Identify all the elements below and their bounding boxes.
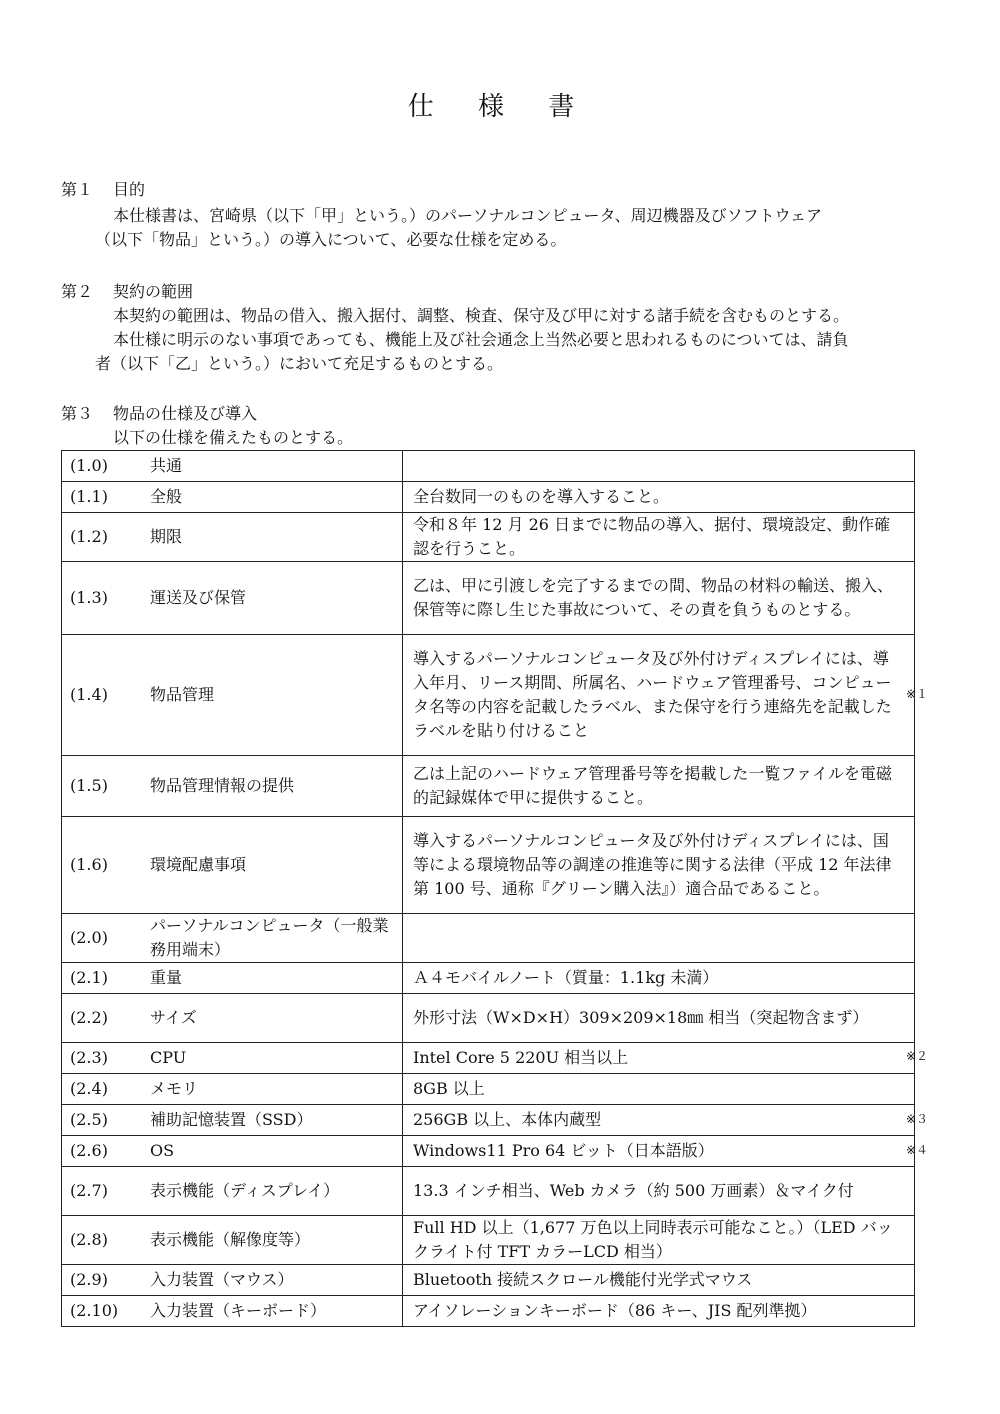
spec-item-number: (2.8) — [70, 1230, 108, 1249]
spec-item-cell — [62, 451, 403, 482]
spec-item-value: 令和８年 12 月 26 日までに物品の導入、据付、環境設定、動作確認を行うこと。 — [403, 513, 915, 562]
table-row — [62, 482, 915, 513]
spec-item-label: 環境配慮事項 — [150, 855, 247, 874]
spec-item-label: OS — [150, 1141, 175, 1160]
spec-item-number: (2.0) — [70, 928, 108, 947]
spec-item-value: 256GB 以上、本体内蔵型 — [403, 1105, 915, 1136]
spec-item-label: サイズ — [150, 1008, 197, 1027]
spec-item-label: 物品管理情報の提供 — [150, 776, 295, 795]
section-1-line-2: （以下「物品」という。）の導入について、必要な仕様を定める。 — [95, 230, 567, 249]
section-1-heading — [61, 179, 145, 201]
spec-item-number: (1.0) — [70, 456, 108, 475]
spec-item-label: 共通 — [150, 456, 183, 475]
table-row — [62, 513, 915, 562]
spec-item-cell — [62, 1296, 403, 1327]
spec-item-value — [403, 914, 915, 963]
spec-item-value: 全台数同一のものを導入すること。 — [403, 482, 915, 513]
spec-item-value: 乙は上記のハードウェア管理番号等を掲載した一覧ファイルを電磁的記録媒体で甲に提供すること。 — [403, 756, 915, 817]
section-3-line-1: 以下の仕様を備えたものとする。 — [113, 428, 354, 447]
spec-item-cell — [62, 1074, 403, 1105]
table-row — [62, 1074, 915, 1105]
spec-item-value — [403, 451, 915, 482]
spec-item-label: 重量 — [150, 968, 183, 987]
table-row — [62, 1265, 915, 1296]
section-2-title: 契約の範囲 — [113, 282, 194, 301]
spec-item-cell — [62, 1265, 403, 1296]
spec-item-label: 表示機能（解像度等） — [150, 1230, 311, 1249]
spec-item-cell — [62, 963, 403, 994]
section-3-number: 第３ — [61, 404, 94, 423]
table-row — [62, 451, 915, 482]
spec-item-value: 乙は、甲に引渡しを完了するまでの間、物品の材料の輸送、搬入、保管等に際し生じた事故について、その責を負うものとする。 — [403, 562, 915, 635]
section-2-line-1: 本契約の範囲は、物品の借入、搬入据付、調整、検査、保守及び甲に対する諸手続を含むものとする。 — [113, 306, 850, 325]
section-2-line-2: 本仕様に明示のない事項であっても、機能上及び社会通念上当然必要と思われるものについては、請負 — [113, 330, 849, 349]
spec-item-value: アイソレーションキーボード（86 キー、JIS 配列準拠） — [403, 1296, 915, 1327]
spec-item-number: (1.3) — [70, 588, 108, 607]
spec-item-number: (2.3) — [70, 1048, 108, 1067]
spec-item-number: (2.4) — [70, 1079, 108, 1098]
spec-item-cell — [62, 635, 403, 756]
table-row — [62, 1216, 915, 1265]
spec-item-cell — [62, 482, 403, 513]
spec-item-cell — [62, 994, 403, 1043]
spec-item-number: (2.5) — [70, 1110, 108, 1129]
section-1-line-1: 本仕様書は、宮崎県（以下「甲」という。）のパーソナルコンピュータ、周辺機器及びソフトウェア — [113, 206, 822, 225]
spec-item-number: (2.10) — [70, 1301, 119, 1320]
table-row — [62, 1136, 915, 1167]
spec-item-cell — [62, 513, 403, 562]
spec-item-number: (2.7) — [70, 1181, 108, 1200]
spec-item-value: Ａ４モバイルノート（質量：1.1kg 未満） — [403, 963, 915, 994]
spec-item-value: 13.3 インチ相当、Web カメラ（約 500 万画素）＆マイク付 — [403, 1167, 915, 1216]
spec-item-cell — [62, 1136, 403, 1167]
section-3-heading — [61, 403, 257, 425]
spec-item-label: 入力装置（キーボード） — [150, 1301, 327, 1320]
spec-item-value: Intel Core 5 220U 相当以上 — [403, 1043, 915, 1074]
spec-item-value: Windows11 Pro 64 ビット（日本語版） — [403, 1136, 915, 1167]
spec-item-cell — [62, 817, 403, 914]
table-row — [62, 994, 915, 1043]
table-row — [62, 817, 915, 914]
spec-item-label: 期限 — [150, 527, 183, 546]
spec-item-cell — [62, 756, 403, 817]
table-row — [62, 1105, 915, 1136]
spec-item-value: 8GB 以上 — [403, 1074, 915, 1105]
table-row — [62, 914, 915, 963]
table-row — [62, 635, 915, 756]
spec-item-number: (1.6) — [70, 855, 108, 874]
table-row — [62, 756, 915, 817]
table-row — [62, 1296, 915, 1327]
spec-item-label: 物品管理 — [150, 685, 215, 704]
spec-item-cell — [62, 1167, 403, 1216]
spec-item-cell — [62, 1216, 403, 1265]
section-3-title: 物品の仕様及び導入 — [113, 404, 258, 423]
spec-item-label: 表示機能（ディスプレイ） — [150, 1181, 340, 1200]
table-row — [62, 1167, 915, 1216]
spec-item-number: (2.9) — [70, 1270, 108, 1289]
spec-item-number: (1.5) — [70, 776, 108, 795]
spec-item-value: 外形寸法（W×D×H）309×209×18㎜ 相当（突起物含まず） — [403, 994, 915, 1043]
side-note-4: ※４ — [906, 1143, 929, 1157]
table-row — [62, 963, 915, 994]
section-2-number: 第２ — [61, 282, 94, 301]
page-title: 仕 様 書 — [407, 92, 593, 122]
spec-item-value: 導入するパーソナルコンピュータ及び外付けディスプレイには、国等による環境物品等の調達の推進等に関する法律（平成 12 年法律第 100 号、通称『グリーン購入法』）適合品であること。 — [403, 817, 915, 914]
spec-item-label: 補助記憶装置（SSD） — [150, 1110, 313, 1129]
table-row — [62, 1043, 915, 1074]
section-1-title: 目的 — [113, 180, 146, 199]
section-2-heading — [61, 281, 193, 303]
spec-item-cell — [62, 914, 403, 963]
spec-item-value: Full HD 以上（1,677 万色以上同時表示可能なこと。）（LED バックライト付 TFT カラーLCD 相当） — [403, 1216, 915, 1265]
table-row — [62, 562, 915, 635]
spec-item-number: (2.6) — [70, 1141, 108, 1160]
side-note-2: ※２ — [906, 1049, 929, 1063]
spec-item-label: メモリ — [150, 1079, 199, 1098]
spec-item-value: Bluetooth 接続スクロール機能付光学式マウス — [403, 1265, 915, 1296]
side-note-1: ※１ — [906, 687, 929, 701]
spec-item-label: 運送及び保管 — [150, 588, 247, 607]
side-note-3: ※３ — [906, 1112, 929, 1126]
spec-item-label: CPU — [150, 1048, 187, 1067]
spec-item-cell — [62, 1043, 403, 1074]
spec-item-label: 全般 — [150, 487, 183, 506]
spec-item-label: 入力装置（マウス） — [150, 1270, 294, 1289]
spec-item-label: パーソナルコンピュータ（一般業務用端末） — [150, 916, 389, 959]
spec-item-value: 導入するパーソナルコンピュータ及び外付けディスプレイには、導入年月、リース期間、所属名、ハードウェア管理番号、コンピュータ名等の内容を記載したラベル、また保守を行う連絡先を記載したラベルを貼り付けること — [403, 635, 915, 756]
spec-item-number: (2.2) — [70, 1008, 108, 1027]
spec-item-number: (1.2) — [70, 527, 108, 546]
section-2-line-3: 者（以下「乙」という。）において充足するものとする。 — [95, 354, 504, 373]
spec-item-number: (2.1) — [70, 968, 108, 987]
spec-item-cell — [62, 562, 403, 635]
spec-item-number: (1.1) — [70, 487, 108, 506]
spec-item-number: (1.4) — [70, 685, 108, 704]
spec-table — [61, 450, 915, 1327]
section-1-number: 第１ — [61, 180, 94, 199]
spec-item-cell — [62, 1105, 403, 1136]
